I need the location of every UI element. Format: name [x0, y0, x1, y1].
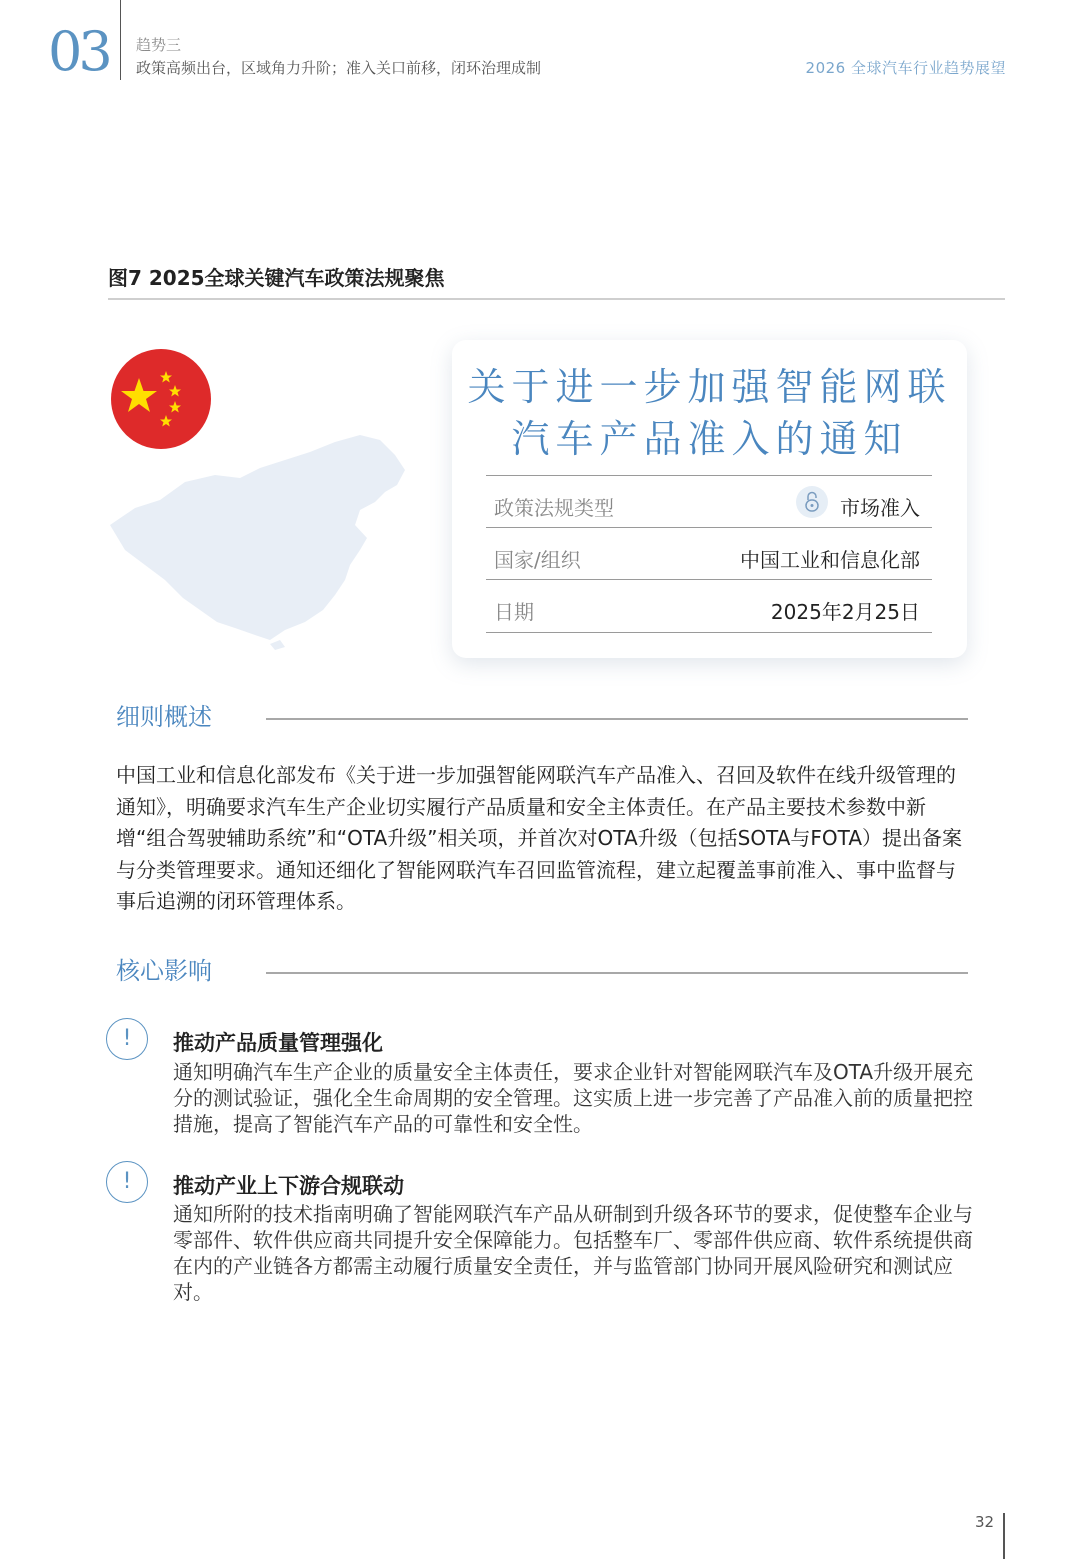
policy-row-value: 中国工业和信息化部	[740, 548, 920, 572]
flag-small-star	[160, 371, 172, 383]
page-number: 32	[975, 1513, 995, 1531]
policy-row-date	[486, 579, 932, 633]
flag-small-star	[169, 385, 181, 397]
exclamation-icon: !	[106, 1018, 148, 1060]
impact-item-text: 通知明确汽车生产企业的质量安全主体责任，要求企业针对智能网联汽车及OTA升级开展充分的测试验证，强化全生命周期的安全管理。这实质上进一步完善了产品准入前的质量把控措施，提高了智能汽车产品的可靠性和安全性。	[173, 1060, 974, 1136]
overview-heading: 细则概述	[116, 703, 212, 731]
exclamation-icon: !	[106, 1161, 148, 1203]
flag-small-star	[169, 401, 181, 413]
impact-item-title: 推动产业上下游合规联动	[173, 1174, 404, 1198]
flag-small-star	[160, 415, 172, 427]
policy-title-line1: 关于进一步加强智能网联	[467, 365, 952, 409]
policy-row-value: 2025年2月25日	[770, 600, 920, 624]
impact-item-text: 通知所附的技术指南明确了智能网联汽车产品从研制到升级各环节的要求，促使整车企业与零部件、软件供应商共同提升安全保障能力。包括整车厂、零部件供应商、软件系统提供商在内的产业链各方都需主动履行质量安全责任，并与监管部门协同开展风险研究和测试应对。	[173, 1202, 973, 1304]
impact-heading: 核心影响	[116, 957, 212, 985]
policy-row-label: 日期	[494, 600, 534, 624]
policy-row-country	[486, 527, 932, 580]
chapter-subtitle: 政策高频出台，区域角力升阶；准入关口前移，闭环治理成制	[136, 59, 542, 77]
figure-title: 图7 2025全球关键汽车政策法规聚焦	[108, 266, 445, 290]
policy-row-label: 国家/组织	[494, 548, 581, 572]
policy-title-line2: 汽车产品准入的通知	[511, 417, 908, 461]
policy-row-type	[486, 475, 932, 528]
overview-text: 中国工业和信息化部发布《关于进一步加强智能网联汽车产品准入、召回及软件在线升级管理的通知》，明确要求汽车生产企业切实履行产品质量和安全主体责任。在产品主要技术参数中新增“组合驾驶辅助系统”和“OTA升级”相关项，并首次对OTA升级（包括SOTA与FOTA）提出备案与分类管理要求。通知还细化了智能网联汽车召回监管流程，建立起覆盖事前准入、事中监督与事后追溯的闭环管理体系。	[116, 763, 962, 913]
china-map-image	[105, 430, 415, 650]
report-title: 2026 全球汽车行业趋势展望	[805, 59, 1006, 77]
footer-line	[1003, 1513, 1005, 1559]
chapter-number: 03	[48, 20, 109, 83]
flag-large-star	[121, 378, 157, 412]
impact-item-title: 推动产品质量管理强化	[173, 1031, 383, 1055]
policy-card	[452, 340, 967, 658]
chapter-label: 趋势三	[136, 36, 182, 54]
header-divider	[120, 0, 121, 80]
policy-row-label: 政策法规类型	[494, 496, 614, 520]
lock-icon	[796, 486, 828, 518]
policy-row-value: 市场准入	[840, 496, 920, 520]
impact-rule	[266, 972, 968, 974]
figure-title-rule	[108, 298, 1005, 300]
overview-rule	[266, 718, 968, 720]
